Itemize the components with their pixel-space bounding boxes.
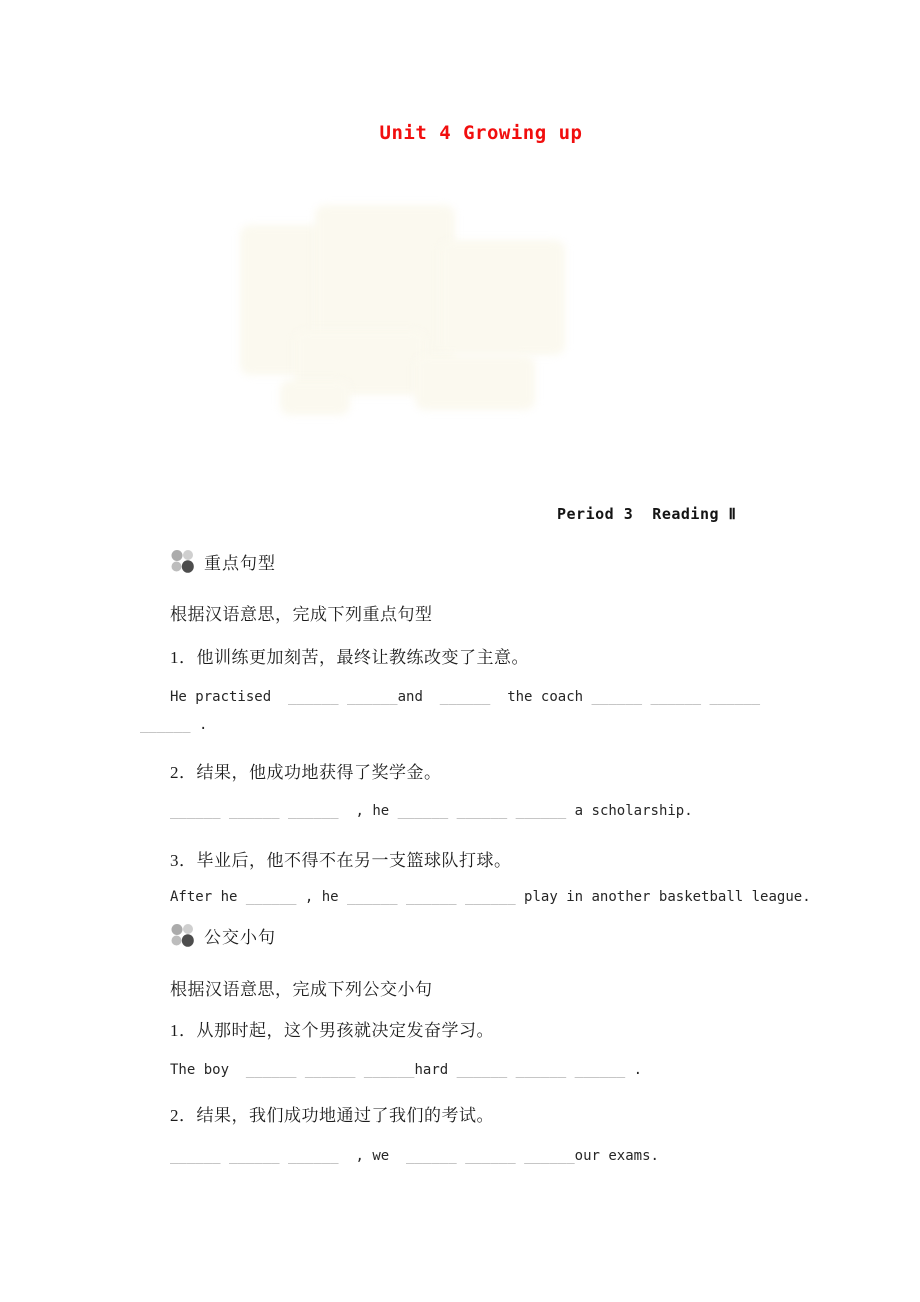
answer-blank: ______	[304, 1062, 356, 1078]
answer-blank: ______	[456, 803, 508, 819]
chinese-prompt: 2．结果，他成功地获得了奖学金。	[170, 763, 442, 782]
watermark-blob	[415, 355, 535, 410]
chinese-prompt: 2．结果，我们成功地通过了我们的考试。	[170, 1106, 494, 1125]
answer-blank: ______	[245, 1062, 297, 1078]
answer-blank: ______	[515, 1062, 567, 1078]
answer-blank: ______	[363, 1062, 415, 1078]
watermark-blob	[440, 240, 565, 355]
chinese-prompt: 3．毕业后，他不得不在另一支篮球队打球。	[170, 851, 512, 870]
answer-blank: ______	[397, 803, 449, 819]
fill-blank-line: The boy ______ ______ ______hard ______ ______ ______ .	[170, 1062, 643, 1078]
answer-blank: ______	[574, 1062, 626, 1078]
answer-blank: ______	[170, 803, 221, 819]
answer-blank: ______	[709, 689, 761, 705]
section-heading: 公交小句	[204, 928, 276, 947]
answer-blank: ______	[229, 1148, 280, 1164]
answer-blank: ______	[456, 1062, 508, 1078]
answer-blank: ______	[439, 689, 491, 705]
answer-blank: ______	[406, 1148, 457, 1164]
answer-blank: ______	[465, 1148, 516, 1164]
answer-blank: ______	[347, 889, 398, 905]
fill-blank-line: ______ ______ ______ , we ______ ______ ______our exams.	[170, 1148, 659, 1164]
section-instruction: 根据汉语意思，完成下列公交小句	[170, 980, 433, 999]
answer-blank: ______	[591, 689, 643, 705]
fill-blank-line: He practised ______ ______and ______ the coach ______ ______ ______	[170, 689, 761, 705]
answer-blank: ______	[170, 1148, 221, 1164]
fill-blank-line: ______ .	[140, 717, 208, 733]
clover-bullet-icon	[170, 923, 195, 948]
period-heading: Period 3 Reading Ⅱ	[557, 505, 737, 523]
watermark	[225, 185, 570, 420]
fill-blank-line: ______ ______ ______ , he ______ ______ ______ a scholarship.	[170, 803, 693, 819]
answer-blank: ______	[229, 803, 280, 819]
answer-blank: ______	[465, 889, 516, 905]
answer-blank: ______	[524, 1148, 575, 1164]
watermark-blob	[280, 380, 350, 415]
chinese-prompt: 1．从那时起，这个男孩就决定发奋学习。	[170, 1021, 494, 1040]
section-instruction: 根据汉语意思，完成下列重点句型	[170, 605, 433, 624]
answer-blank: ______	[140, 717, 191, 733]
chinese-prompt: 1．他训练更加刻苦，最终让教练改变了主意。	[170, 648, 529, 667]
answer-blank: ______	[406, 889, 457, 905]
answer-blank: ______	[650, 689, 702, 705]
section-header-key-patterns	[170, 549, 276, 574]
answer-blank: ______	[288, 803, 339, 819]
section-heading: 重点句型	[204, 554, 276, 573]
fill-blank-line: After he ______ , he ______ ______ ______ play in another basketball league.	[170, 889, 811, 905]
page-title: Unit 4 Growing up	[379, 122, 583, 144]
answer-blank: ______	[347, 689, 398, 705]
answer-blank: ______	[288, 689, 339, 705]
clover-bullet-icon	[170, 549, 195, 574]
answer-blank: ______	[288, 1148, 339, 1164]
answer-blank: ______	[245, 889, 297, 905]
answer-blank: ______	[515, 803, 567, 819]
section-header-bus-sentences	[170, 923, 276, 948]
